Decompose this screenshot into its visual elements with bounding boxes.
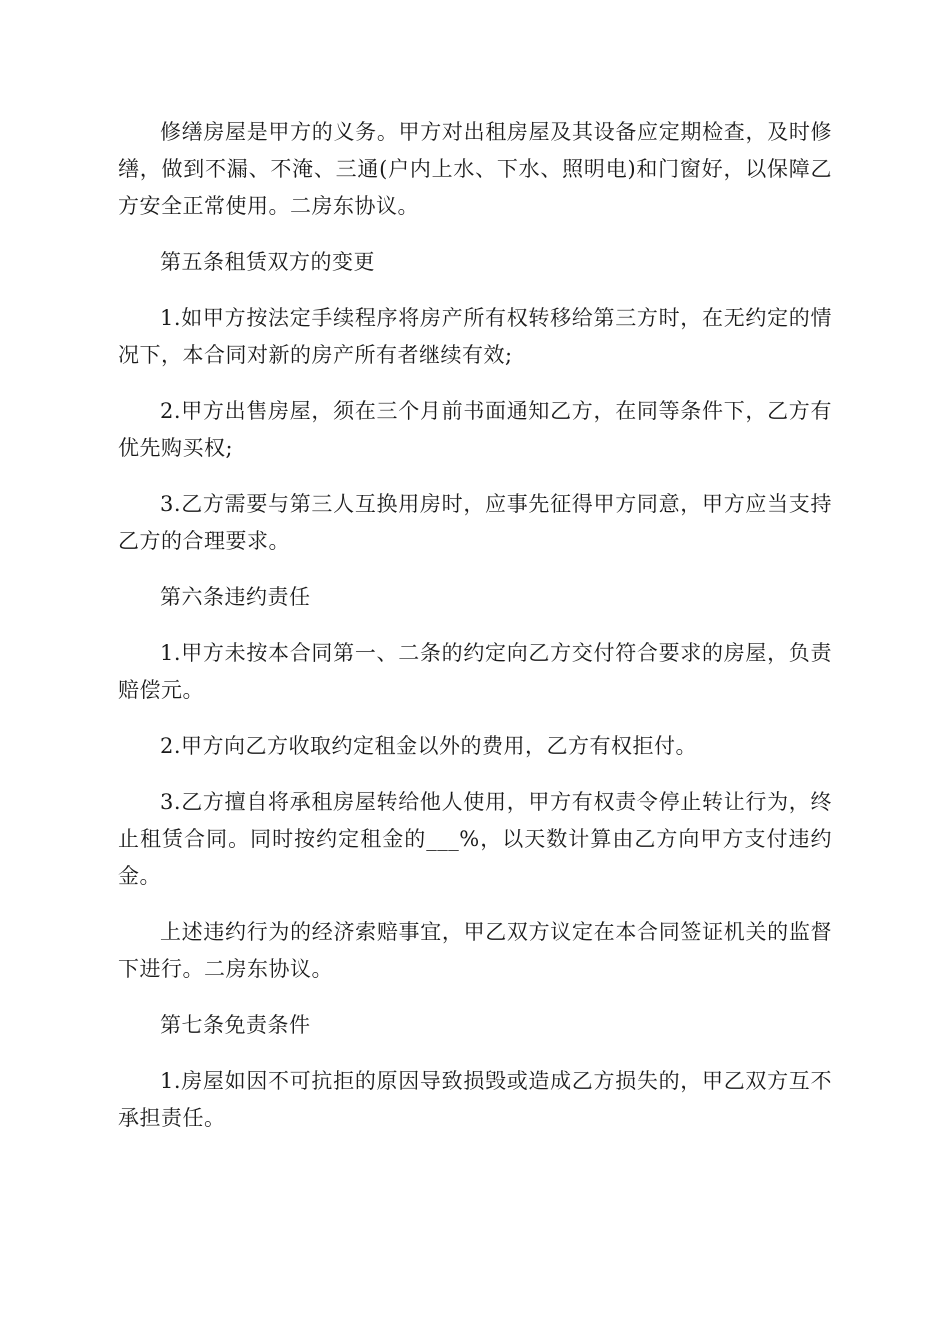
paragraph-article-5-item-1: 1.如甲方按法定手续程序将房产所有权转移给第三方时，在无约定的情况下，本合同对新的房产所有者继续有效; [118,306,832,367]
paragraph-repair-duty: 修缮房屋是甲方的义务。甲方对出租房屋及其设备应定期检查，及时修缮，做到不漏、不淹、三通(户内上水、下水、照明电)和门窗好，以保障乙方安全正常使用。二房东协议。 [118,120,832,218]
paragraph-article-6-item-1: 1.甲方未按本合同第一、二条的约定向乙方交付符合要求的房屋，负责赔偿元。 [118,641,832,702]
paragraph-article-5-item-3: 3.乙方需要与第三人互换用房时，应事先征得甲方同意，甲方应当支持乙方的合理要求。 [118,492,832,553]
paragraph-article-6-item-2: 2.甲方向乙方收取约定租金以外的费用，乙方有权拒付。 [160,734,698,758]
section-heading-article-6: 第六条违约责任 [160,585,311,609]
paragraph-article-5-item-2: 2.甲方出售房屋，须在三个月前书面通知乙方，在同等条件下，乙方有优先购买权; [118,399,832,460]
paragraph-article-7-item-1: 1.房屋如因不可抗拒的原因导致损毁或造成乙方损失的，甲乙双方互不承担责任。 [118,1069,832,1130]
paragraph-article-6-item-3: 3.乙方擅自将承租房屋转给他人使用，甲方有权责令停止转让行为，终止租赁合同。同时按约定租金的___%，以天数计算由乙方向甲方支付违约金。 [118,790,832,888]
paragraph-article-6-supervision: 上述违约行为的经济索赔事宜，甲乙双方议定在本合同签证机关的监督下进行。二房东协议。 [118,920,832,981]
section-heading-article-7: 第七条免责条件 [160,1013,311,1037]
section-heading-article-5: 第五条租赁双方的变更 [160,250,375,274]
